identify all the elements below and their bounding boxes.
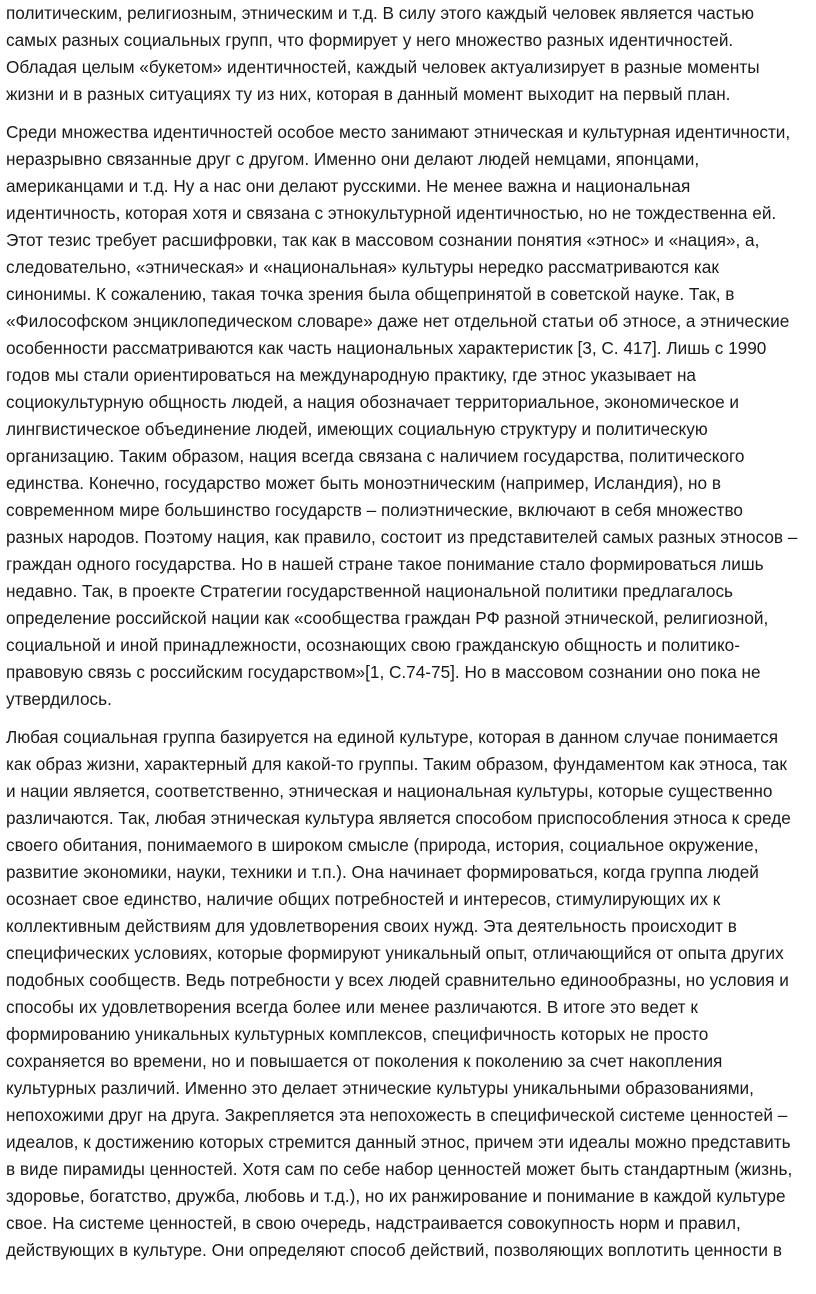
text-line: действующих в культуре. Они определяют способ действий, позволяющих воплотить ценности в [6, 1240, 782, 1260]
text-line: жизни и в разных ситуациях ту из них, которая в данный момент выходит на первый план. [6, 84, 731, 104]
text-line: неразрывно связанные друг с другом. Именно они делают людей немцами, японцами, [6, 149, 700, 169]
paragraph [6, 0, 810, 108]
text-line: лингвистическое объединение людей, имеющих социальную структуру и политическую [6, 419, 708, 439]
text-line: специфических условиях, которые формируют уникальный опыт, отличающийся от опыта других [6, 943, 784, 963]
text-line: в виде пирамиды ценностей. Хотя сам по себе набор ценностей может быть стандартным (жизнь, [6, 1159, 793, 1179]
text-line: Любая социальная группа базируется на единой культуре, которая в данном случае понимается [6, 727, 778, 747]
text-line: социокультурную общность людей, а нация обозначает территориальное, экономическое и [6, 392, 740, 412]
text-line: осознает свое единство, наличие общих потребностей и интересов, стимулирующих их к [6, 889, 721, 909]
text-line: особенности рассматриваются как часть национальных характеристик [3, С. 417]. Лишь с 1990 [6, 338, 767, 358]
text-line: недавно. Так, в проекте Стратегии государственной национальной политики предлагалось [6, 581, 734, 601]
text-line: своего обитания, понимаемого в широком смысле (природа, история, социальное окружение, [6, 835, 759, 855]
text-line: определение российской нации как «сообщества граждан РФ разной этнической, религиозной, [6, 608, 769, 628]
text-line: различаются. Так, любая этническая культура является способом приспособления этноса к среде [6, 808, 791, 828]
text-line: организацию. Таким образом, нация всегда связана с наличием государства, политического [6, 446, 745, 466]
paragraph [6, 119, 810, 713]
paragraph [6, 724, 810, 1264]
text-line: непохожими друг на друга. Закрепляется эта непохожесть в специфической системе ценностей – [6, 1105, 788, 1125]
text-line: подобных сообществ. Ведь потребности у всех людей сравнительно единообразны, но условия и [6, 970, 789, 990]
text-line: социальной и иной принадлежности, осознающих свою гражданскую общность и политико- [6, 635, 740, 655]
text-line: единства. Конечно, государство может быть моноэтническим (например, Исландия), но в [6, 473, 722, 493]
text-line: разных народов. Поэтому нация, как правило, состоит из представителей самых разных этносов – [6, 527, 798, 547]
text-line: Среди множества идентичностей особое место занимают этническая и культурная идентичности, [6, 122, 791, 142]
text-line: свое. На системе ценностей, в свою очередь, надстраивается совокупность норм и правил, [6, 1213, 741, 1233]
text-line: способы их удовлетворения всегда более или менее различаются. В итоге это ведет к [6, 997, 698, 1017]
text-line: формированию уникальных культурных комплексов, специфичность которых не просто [6, 1024, 709, 1044]
document-body [6, 0, 810, 1264]
text-line: следовательно, «этническая» и «национальная» культуры нередко рассматриваются как [6, 257, 719, 277]
text-line: самых разных социальных групп, что формирует у него множество разных идентичностей. [6, 30, 734, 50]
text-line: коллективным действиям для удовлетворения своих нужд. Эта деятельность происходит в [6, 916, 737, 936]
text-line: здоровье, богатство, дружба, любовь и т.д.), но их ранжирование и понимание в каждой культуре [6, 1186, 786, 1206]
text-line: развитие экономики, науки, техники и т.п.). Она начинает формироваться, когда группа людей [6, 862, 759, 882]
text-line: американцами и т.д. Ну а нас они делают русскими. Не менее важна и национальная [6, 176, 691, 196]
text-line: культурных различий. Именно это делает этнические культуры уникальными образованиями, [6, 1078, 754, 1098]
text-line: современном мире большинство государств – полиэтнические, включают в себя множество [6, 500, 743, 520]
text-line: Обладая целым «букетом» идентичностей, каждый человек актуализирует в разные моменты [6, 57, 760, 77]
text-line: Этот тезис требует расшифровки, так как в массовом сознании понятия «этнос» и «нация», а, [6, 230, 760, 250]
text-line: «Философском энциклопедическом словаре» даже нет отдельной статьи об этносе, а этнические [6, 311, 790, 331]
text-line: правовую связь с российским государством»[1, С.74-75]. Но в массовом сознании оно пока не [6, 662, 761, 682]
text-line: как образ жизни, характерный для какой-то группы. Таким образом, фундаментом как этноса, так [6, 754, 787, 774]
text-line: идеалов, к достижению которых стремится данный этнос, причем эти идеалы можно представить [6, 1132, 791, 1152]
text-line: идентичность, которая хотя и связана с этнокультурной идентичностью, но не тождественна ей. [6, 203, 777, 223]
text-line: политическим, религиозным, этническим и т.д. В силу этого каждый человек является частью [6, 3, 755, 23]
text-line: синонимы. К сожалению, такая точка зрения была общепринятой в советской науке. Так, в [6, 284, 735, 304]
text-line: сохраняется во времени, но и повышается от поколения к поколению за счет накопления [6, 1051, 723, 1071]
text-line: граждан одного государства. Но в нашей стране такое понимание стало формироваться лишь [6, 554, 764, 574]
text-line: и нации является, соответственно, этническая и национальная культуры, которые существенно [6, 781, 773, 801]
text-line: годов мы стали ориентироваться на международную практику, где этнос указывает на [6, 365, 696, 385]
text-line: утвердилось. [6, 689, 112, 709]
